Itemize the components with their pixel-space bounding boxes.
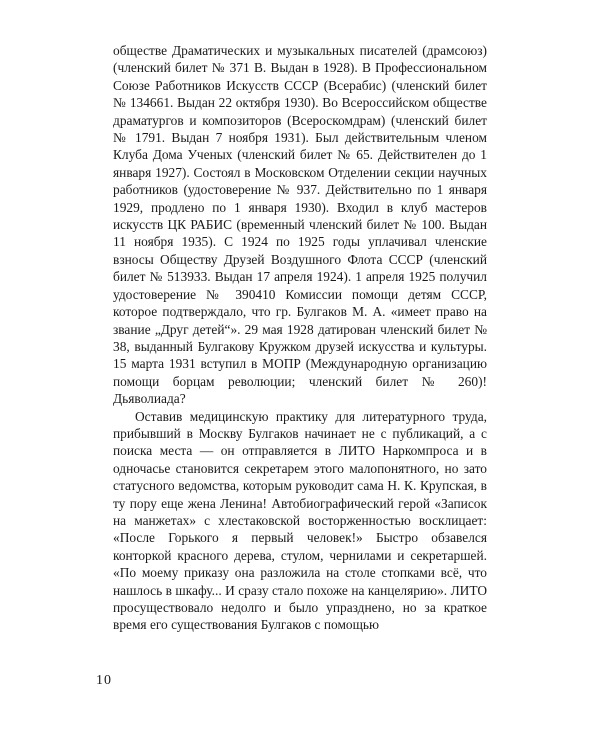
page-number: 10 <box>96 673 112 688</box>
paragraph-continued: обществе Драматических и музыкальных писателей (драмсоюз) (членский билет № 371 В. Выдан в 1928). В Профессиональном Союзе Работников Искусств СССР (Всерабис) (членский билет № 134661. Выдан 22 октября 1930). Во Всероссийском обществе драматургов и композиторов (Всероскомдрам) (членский билет № 1791. Выдан 7 ноября 1931). Был действительным членом Клуба Дома Ученых (членский билет № 65. Действителен до 1 января 1927). Состоял в Московском Отделении секции научных работников (удостоверение № 937. Действительно по 1 января 1929, продлено по 1 января 1930). Входил в клуб мастеров искусств ЦК РАБИС (временный членский билет № 100. Выдан 11 ноября 1935). С 1924 по 1925 годы уплачивал членские взносы Обществу Друзей Воздушного Флота СССР (членский билет № 513933. Выдан 17 апреля 1924). 1 апреля 1925 получил удостоверение № 390410 Комиссии помощи детям СССР, которое подтверждало, что гр. Булгаков М. А. «имеет право на звание „Друг детей“». 29 мая 1928 датирован членский билет № 38, выданный Булгакову Кружком друзей искусства и культуры. 15 марта 1931 вступил в МОПР (Международную организацию помощи борцам революции; членский билет № 260)! Дьяволиада? <box>113 43 487 407</box>
paragraph: Оставив медицинскую практику для литературного труда, прибывший в Москву Булгаков начинает не с публикаций, а с поиска места — он отправляется в ЛИТО Наркомпроса и в одночасье становится секретарем этого малопонятного, но зато статусного ведомства, которым руководит сама Н. К. Крупская, в ту пору еще жена Ленина! Автобиографический герой «Записок на манжетах» с хлестаковской восторженностью восклицает: «После Горького я первый человек!» Быстро обзавелся конторкой красного дерева, стулом, чернилами и секретаршей. «По моему приказу она разложила на столе стопками всё, что нашлось в шкафу... И сразу стало похоже на канцелярию». ЛИТО просуществовало недолго и было упразднено, но за краткое время его существования Булгаков с помощью <box>113 408 487 633</box>
body-text <box>113 42 487 634</box>
